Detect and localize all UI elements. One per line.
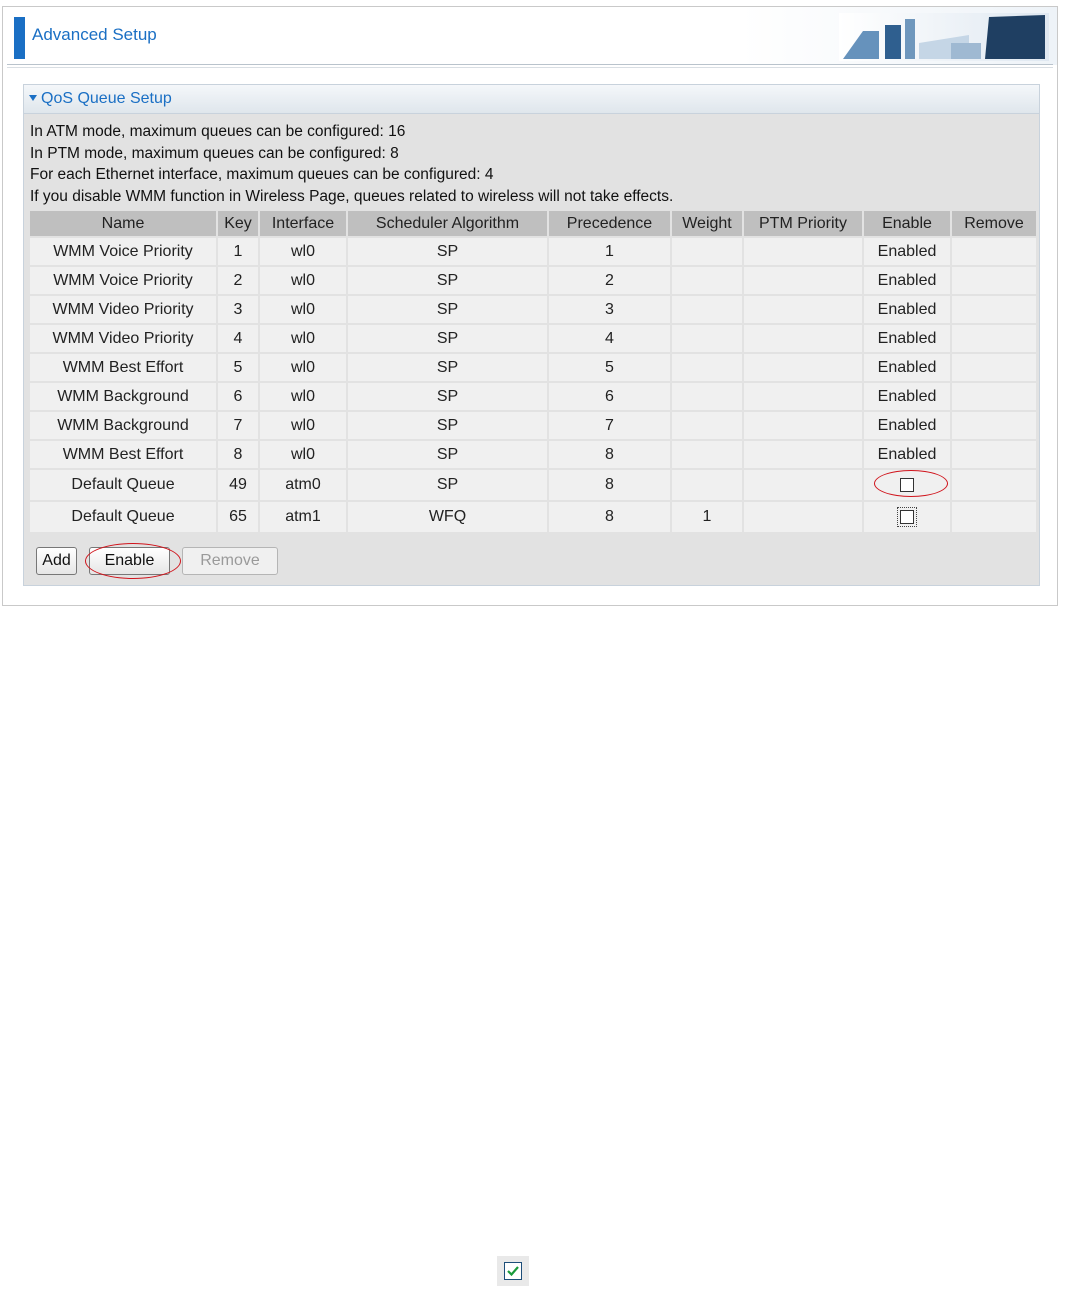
- cell-key: 3: [218, 296, 258, 323]
- cell-precedence: 8: [549, 441, 670, 468]
- cell-scheduler-algorithm: SP: [348, 325, 547, 352]
- cell-name: WMM Voice Priority: [30, 238, 216, 265]
- cell-precedence: 4: [549, 325, 670, 352]
- cell-remove: [952, 470, 1036, 500]
- cell-enable: [864, 502, 950, 532]
- cell-scheduler-algorithm: SP: [348, 296, 547, 323]
- table-row: [30, 238, 1036, 265]
- cell-interface: wl0: [260, 383, 346, 410]
- cell-name: WMM Video Priority: [30, 325, 216, 352]
- info-line: In PTM mode, maximum queues can be configured: 8: [30, 144, 399, 162]
- cell-name: WMM Voice Priority: [30, 267, 216, 294]
- cell-enable: Enabled: [864, 238, 950, 265]
- cell-remove: [952, 354, 1036, 381]
- column-header-interface: Interface: [260, 211, 346, 236]
- column-header-key: Key: [218, 211, 258, 236]
- cell-weight: [672, 354, 742, 381]
- header: [3, 7, 1057, 65]
- panel-title: QoS Queue Setup: [41, 90, 172, 107]
- cell-enable: Enabled: [864, 412, 950, 439]
- cell-enable: Enabled: [864, 296, 950, 323]
- table-row: [30, 354, 1036, 381]
- cell-ptm-priority: [744, 412, 862, 439]
- panel-header[interactable]: [24, 85, 1039, 114]
- cell-key: 65: [218, 502, 258, 532]
- cell-scheduler-algorithm: SP: [348, 470, 547, 500]
- cell-ptm-priority: [744, 441, 862, 468]
- qos-queue-setup-panel: [23, 84, 1040, 586]
- cell-interface: wl0: [260, 412, 346, 439]
- cell-weight: 1: [672, 502, 742, 532]
- checkmark-icon: [504, 1262, 522, 1280]
- cell-scheduler-algorithm: SP: [348, 383, 547, 410]
- cell-scheduler-algorithm: SP: [348, 354, 547, 381]
- enable-checkbox-wrapper: [897, 475, 917, 495]
- cell-precedence: 7: [549, 412, 670, 439]
- cell-interface: wl0: [260, 238, 346, 265]
- header-divider: [7, 67, 1053, 68]
- cell-ptm-priority: [744, 354, 862, 381]
- header-accent-bar: [14, 17, 25, 59]
- add-button[interactable]: Add: [36, 547, 77, 575]
- cell-enable: [864, 470, 950, 500]
- cell-weight: [672, 296, 742, 323]
- cell-precedence: 1: [549, 238, 670, 265]
- cell-name: WMM Background: [30, 412, 216, 439]
- cell-key: 8: [218, 441, 258, 468]
- cell-name: WMM Video Priority: [30, 296, 216, 323]
- enable-checkbox[interactable]: [900, 478, 914, 492]
- cell-interface: wl0: [260, 441, 346, 468]
- cell-name: Default Queue: [30, 502, 216, 532]
- table-row: [30, 441, 1036, 468]
- cell-weight: [672, 412, 742, 439]
- cell-key: 6: [218, 383, 258, 410]
- cell-enable: Enabled: [864, 383, 950, 410]
- cell-remove: [952, 441, 1036, 468]
- cell-scheduler-algorithm: SP: [348, 441, 547, 468]
- cell-enable: Enabled: [864, 325, 950, 352]
- checked-checkbox-icon: [497, 1256, 529, 1286]
- cell-interface: atm0: [260, 470, 346, 500]
- page-title: Advanced Setup: [32, 25, 157, 44]
- cell-interface: wl0: [260, 325, 346, 352]
- cell-remove: [952, 383, 1036, 410]
- cell-ptm-priority: [744, 325, 862, 352]
- cell-weight: [672, 267, 742, 294]
- info-line: In ATM mode, maximum queues can be configured: 16: [30, 123, 406, 140]
- cell-key: 1: [218, 238, 258, 265]
- enable-button[interactable]: Enable: [89, 547, 170, 575]
- column-header-name: Name: [30, 211, 216, 236]
- cell-key: 5: [218, 354, 258, 381]
- cell-weight: [672, 383, 742, 410]
- cell-remove: [952, 502, 1036, 532]
- table-row: [30, 296, 1036, 323]
- info-line: If you disable WMM function in Wireless Page, queues related to wireless will not take effects.: [30, 187, 674, 205]
- cell-name: Default Queue: [30, 470, 216, 500]
- cell-weight: [672, 470, 742, 500]
- cell-name: WMM Best Effort: [30, 441, 216, 468]
- column-header-remove: Remove: [952, 211, 1036, 236]
- cell-ptm-priority: [744, 383, 862, 410]
- table-header-row: [30, 211, 1036, 236]
- column-header-ptm-priority: PTM Priority: [744, 211, 862, 236]
- cell-enable: Enabled: [864, 354, 950, 381]
- cell-key: 4: [218, 325, 258, 352]
- advanced-setup-frame: [2, 6, 1058, 606]
- cell-interface: wl0: [260, 354, 346, 381]
- info-line: For each Ethernet interface, maximum queues can be configured: 4: [30, 166, 494, 183]
- cell-key: 7: [218, 412, 258, 439]
- column-header-precedence: Precedence: [549, 211, 670, 236]
- cell-scheduler-algorithm: WFQ: [348, 502, 547, 532]
- cell-ptm-priority: [744, 296, 862, 323]
- cell-scheduler-algorithm: SP: [348, 267, 547, 294]
- cell-remove: [952, 325, 1036, 352]
- cell-enable: Enabled: [864, 441, 950, 468]
- cell-scheduler-algorithm: SP: [348, 238, 547, 265]
- cell-precedence: 3: [549, 296, 670, 323]
- table-row: [30, 383, 1036, 410]
- cell-key: 2: [218, 267, 258, 294]
- cell-enable: Enabled: [864, 267, 950, 294]
- cell-name: WMM Background: [30, 383, 216, 410]
- header-banner-graphic: [839, 13, 1049, 61]
- cell-interface: atm1: [260, 502, 346, 532]
- column-header-enable: Enable: [864, 211, 950, 236]
- cell-precedence: 2: [549, 267, 670, 294]
- table-row: [30, 267, 1036, 294]
- table-row: [30, 325, 1036, 352]
- cell-weight: [672, 325, 742, 352]
- collapse-triangle-icon[interactable]: [29, 95, 37, 101]
- enable-checkbox-wrapper: [897, 507, 917, 527]
- cell-key: 49: [218, 470, 258, 500]
- cell-interface: wl0: [260, 296, 346, 323]
- queue-limits-info: [30, 121, 673, 207]
- cell-interface: wl0: [260, 267, 346, 294]
- cell-precedence: 8: [549, 470, 670, 500]
- cell-remove: [952, 267, 1036, 294]
- remove-button[interactable]: Remove: [182, 547, 278, 575]
- cell-remove: [952, 296, 1036, 323]
- cell-ptm-priority: [744, 470, 862, 500]
- table-row: [30, 502, 1036, 532]
- cell-remove: [952, 412, 1036, 439]
- column-header-weight: Weight: [672, 211, 742, 236]
- cell-weight: [672, 238, 742, 265]
- enable-checkbox[interactable]: [900, 510, 914, 524]
- cell-precedence: 6: [549, 383, 670, 410]
- cell-weight: [672, 441, 742, 468]
- cell-scheduler-algorithm: SP: [348, 412, 547, 439]
- header-divider: [7, 64, 1053, 65]
- cell-ptm-priority: [744, 502, 862, 532]
- cell-name: WMM Best Effort: [30, 354, 216, 381]
- cell-precedence: 5: [549, 354, 670, 381]
- table-row: [30, 470, 1036, 500]
- cell-ptm-priority: [744, 238, 862, 265]
- cell-precedence: 8: [549, 502, 670, 532]
- qos-queue-table: [28, 209, 1038, 534]
- table-row: [30, 412, 1036, 439]
- cell-ptm-priority: [744, 267, 862, 294]
- column-header-scheduler-algorithm: Scheduler Algorithm: [348, 211, 547, 236]
- cell-remove: [952, 238, 1036, 265]
